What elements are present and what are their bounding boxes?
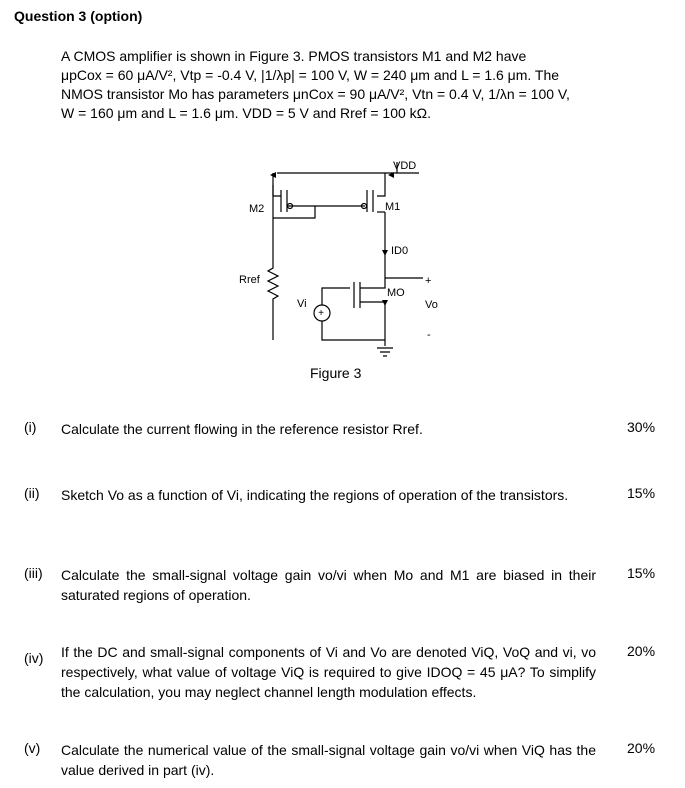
question-percent: 15%: [627, 485, 656, 501]
plus-label: +: [425, 275, 432, 287]
question-number: (ii): [24, 485, 40, 501]
m1-label: M1: [385, 201, 401, 213]
mo-label: MO: [387, 287, 405, 299]
question-text: Calculate the current flowing in the reference resistor Rref.: [61, 421, 423, 437]
rref-label: Rref: [239, 274, 260, 286]
question-number: (v): [24, 740, 41, 756]
intro-line: NMOS transistor Mo has parameters μnCox = 90 μA/V², Vtn = 0.4 V, 1/λn = 100 V,: [61, 86, 570, 102]
vdd-label: VDD: [393, 160, 417, 172]
question-number: (iii): [24, 565, 43, 581]
minus-label: -: [427, 329, 431, 341]
question-number: (i): [24, 419, 37, 435]
intro-line: μpCox = 60 μA/V², Vtp = -0.4 V, |1/λp| = 100 V, W = 240 μm and L = 1.6 μm. The: [61, 67, 560, 83]
vo-label: Vo: [425, 299, 438, 311]
question-percent: 30%: [627, 419, 656, 435]
intro-line: W = 160 μm and L = 1.6 μm. VDD = 5 V and Rref = 100 kΩ.: [61, 105, 432, 121]
question-text: Sketch Vo as a function of Vi, indicating the regions of operation of the transistors.: [61, 487, 569, 503]
m2-label: M2: [249, 203, 265, 215]
question-number: (iv): [24, 650, 44, 666]
vi-label: Vi: [297, 298, 307, 310]
svg-text:+: +: [318, 308, 324, 319]
circuit-diagram: [225, 150, 445, 365]
question-text: Calculate the small-signal voltage gain vo/vi when Mo and M1 are biased in their saturated regions of operation.: [61, 567, 596, 603]
question-percent: 15%: [627, 565, 656, 581]
question-text: If the DC and small-signal components of Vi and Vo are denoted ViQ, VoQ and vi, vo respectively, what value of voltage ViQ is required to give IDOQ = 45 μA? To simplify the calculation, you may neglect channel length modulation effects.: [61, 644, 596, 700]
question-title: Question 3 (option): [14, 8, 143, 24]
ido-label: ID0: [391, 245, 409, 257]
figure-caption: Figure 3: [310, 365, 362, 381]
intro-line: A CMOS amplifier is shown in Figure 3. PMOS transistors M1 and M2 have: [61, 48, 527, 64]
question-text: Calculate the numerical value of the small-signal voltage gain vo/vi when ViQ has the value derived in part (iv).: [61, 742, 596, 778]
question-percent: 20%: [627, 740, 656, 756]
problem-statement: [61, 47, 596, 123]
question-percent: 20%: [627, 643, 656, 659]
